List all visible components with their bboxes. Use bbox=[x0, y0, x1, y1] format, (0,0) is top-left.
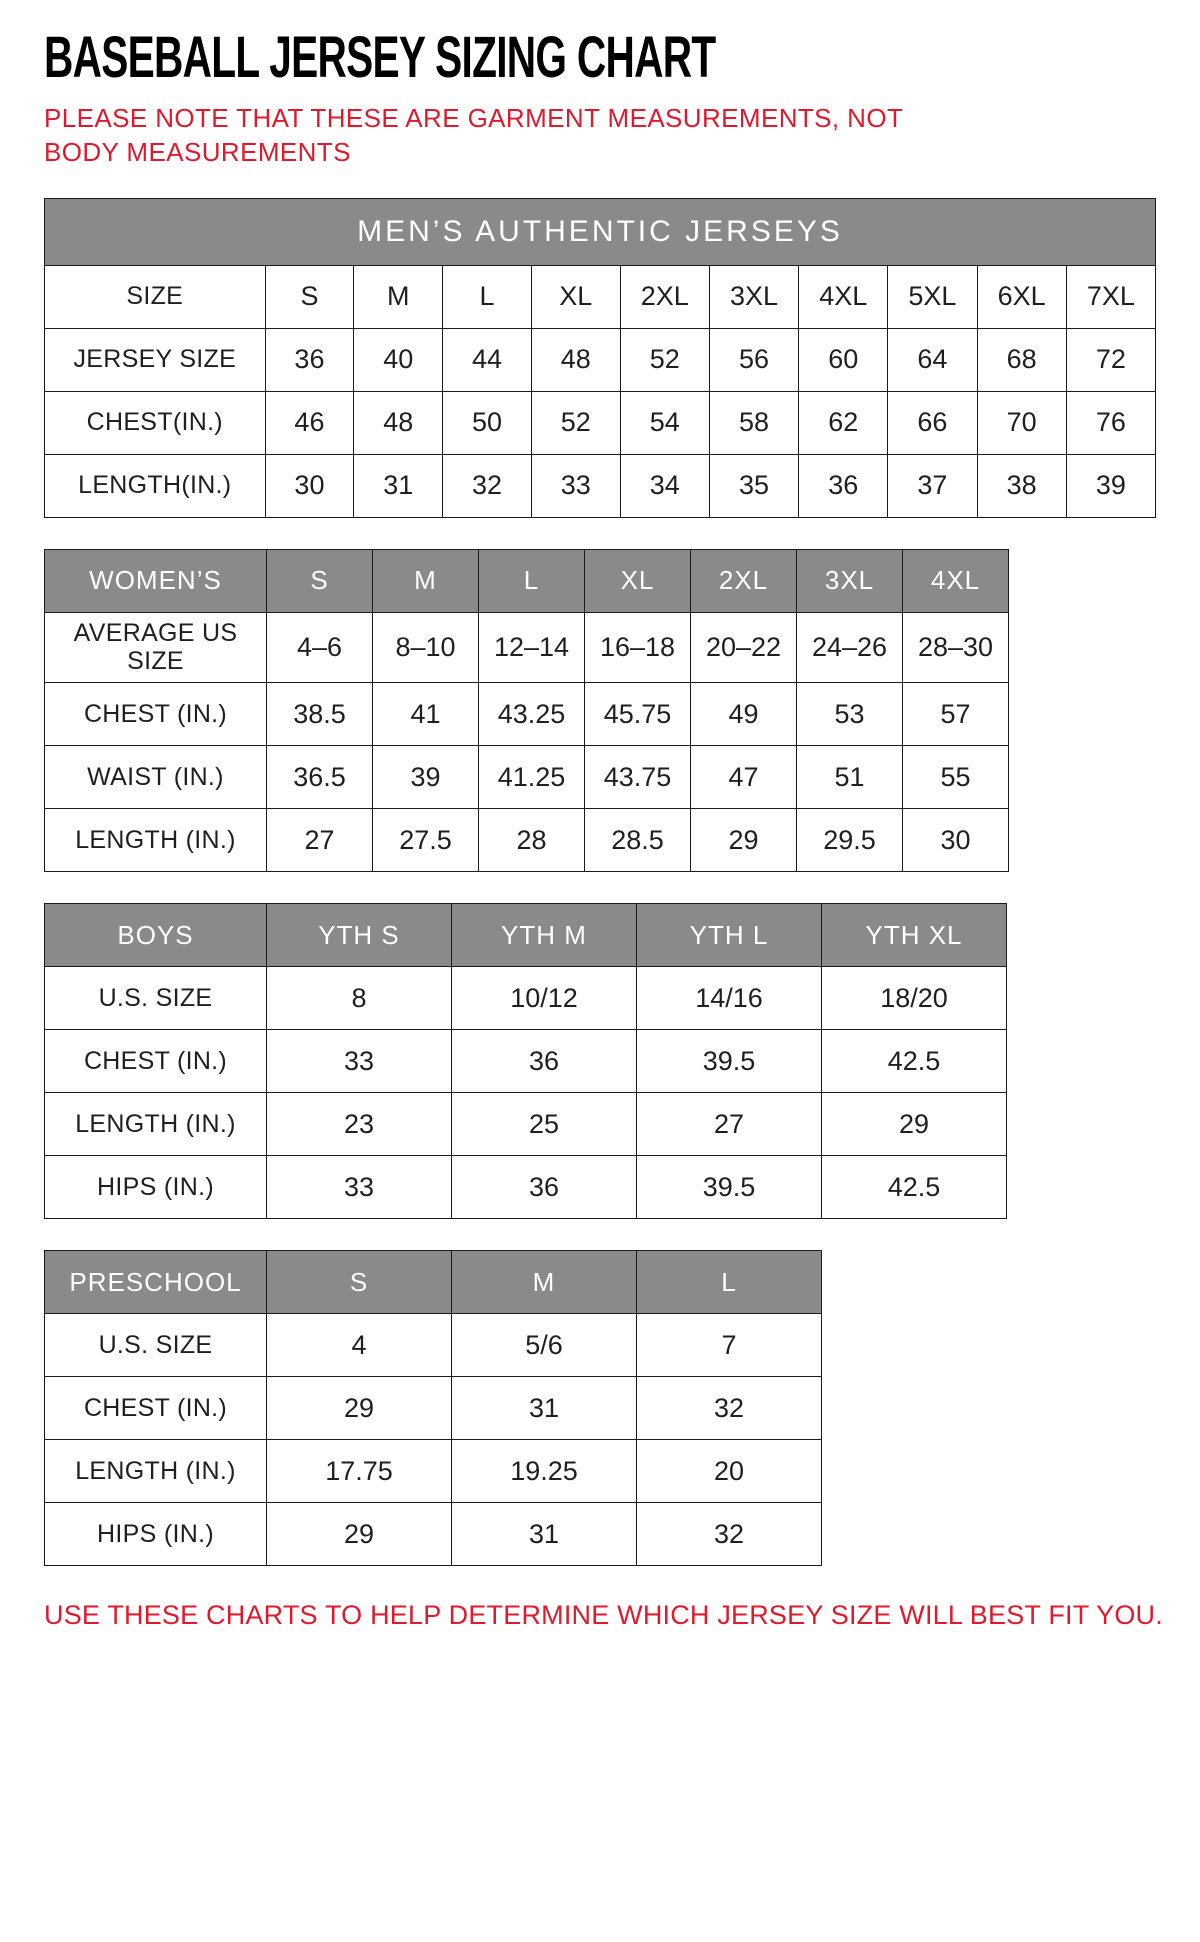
value-cell: XL bbox=[531, 265, 620, 328]
value-cell: 50 bbox=[443, 391, 532, 454]
value-cell: 7 bbox=[637, 1314, 822, 1377]
value-cell: 60 bbox=[799, 328, 888, 391]
value-cell: 64 bbox=[888, 328, 977, 391]
womens-size-header: 3XL bbox=[797, 549, 903, 612]
womens-table bbox=[44, 549, 1009, 873]
value-cell: 76 bbox=[1066, 391, 1155, 454]
mens-authentic-jerseys-table bbox=[44, 198, 1156, 518]
value-cell: 49 bbox=[691, 683, 797, 746]
value-cell: 10/12 bbox=[452, 967, 637, 1030]
row-label: CHEST (IN.) bbox=[45, 1030, 267, 1093]
value-cell: 4 bbox=[267, 1314, 452, 1377]
value-cell: 41.25 bbox=[479, 746, 585, 809]
value-cell: 33 bbox=[267, 1030, 452, 1093]
value-cell: 2XL bbox=[620, 265, 709, 328]
value-cell: 20–22 bbox=[691, 612, 797, 683]
boys-header-label: BOYS bbox=[45, 904, 267, 967]
value-cell: 29 bbox=[267, 1503, 452, 1566]
value-cell: 40 bbox=[354, 328, 443, 391]
boys-row bbox=[45, 1030, 1007, 1093]
value-cell: 46 bbox=[265, 391, 354, 454]
row-label: WAIST (IN.) bbox=[45, 746, 267, 809]
preschool-header-row bbox=[45, 1251, 822, 1314]
value-cell: 35 bbox=[709, 454, 798, 517]
preschool-size-header: M bbox=[452, 1251, 637, 1314]
row-label: HIPS (IN.) bbox=[45, 1156, 267, 1219]
row-label: LENGTH (IN.) bbox=[45, 1440, 267, 1503]
preschool-header-label: PRESCHOOL bbox=[45, 1251, 267, 1314]
value-cell: 39 bbox=[1066, 454, 1155, 517]
boys-row bbox=[45, 1093, 1007, 1156]
value-cell: 48 bbox=[531, 328, 620, 391]
row-label: CHEST(IN.) bbox=[45, 391, 266, 454]
value-cell: 31 bbox=[452, 1377, 637, 1440]
row-label: HIPS (IN.) bbox=[45, 1503, 267, 1566]
value-cell: 36.5 bbox=[267, 746, 373, 809]
womens-size-header: M bbox=[373, 549, 479, 612]
value-cell: 51 bbox=[797, 746, 903, 809]
value-cell: 39.5 bbox=[637, 1156, 822, 1219]
page-title: BASEBALL JERSEY SIZING CHART bbox=[44, 25, 716, 90]
preschool-row bbox=[45, 1503, 822, 1566]
value-cell: 27 bbox=[267, 809, 373, 872]
value-cell: 3XL bbox=[709, 265, 798, 328]
value-cell: 31 bbox=[354, 454, 443, 517]
value-cell: 42.5 bbox=[822, 1030, 1007, 1093]
value-cell: 28–30 bbox=[903, 612, 1009, 683]
value-cell: 34 bbox=[620, 454, 709, 517]
value-cell: 41 bbox=[373, 683, 479, 746]
row-label: U.S. SIZE bbox=[45, 1314, 267, 1377]
womens-row bbox=[45, 746, 1009, 809]
value-cell: 33 bbox=[531, 454, 620, 517]
boys-row bbox=[45, 1156, 1007, 1219]
value-cell: 44 bbox=[443, 328, 532, 391]
value-cell: 52 bbox=[531, 391, 620, 454]
value-cell: S bbox=[265, 265, 354, 328]
footer-note: USE THESE CHARTS TO HELP DETERMINE WHICH JERSEY SIZE WILL BEST FIT YOU. bbox=[44, 1600, 1163, 1631]
value-cell: 56 bbox=[709, 328, 798, 391]
womens-size-header: L bbox=[479, 549, 585, 612]
value-cell: 27 bbox=[637, 1093, 822, 1156]
value-cell: 54 bbox=[620, 391, 709, 454]
value-cell: 32 bbox=[443, 454, 532, 517]
value-cell: 29.5 bbox=[797, 809, 903, 872]
womens-size-header: S bbox=[267, 549, 373, 612]
value-cell: 32 bbox=[637, 1503, 822, 1566]
value-cell: 36 bbox=[799, 454, 888, 517]
row-label: JERSEY SIZE bbox=[45, 328, 266, 391]
value-cell: 20 bbox=[637, 1440, 822, 1503]
value-cell: 36 bbox=[452, 1030, 637, 1093]
value-cell: 33 bbox=[267, 1156, 452, 1219]
boys-size-header: YTH S bbox=[267, 904, 452, 967]
value-cell: M bbox=[354, 265, 443, 328]
boys-size-header: YTH L bbox=[637, 904, 822, 967]
womens-row bbox=[45, 683, 1009, 746]
preschool-row bbox=[45, 1314, 822, 1377]
value-cell: 53 bbox=[797, 683, 903, 746]
value-cell: 29 bbox=[267, 1377, 452, 1440]
boys-table bbox=[44, 903, 1007, 1219]
tables-container bbox=[44, 198, 1156, 1567]
value-cell: 6XL bbox=[977, 265, 1066, 328]
value-cell: 70 bbox=[977, 391, 1066, 454]
value-cell: 29 bbox=[822, 1093, 1007, 1156]
value-cell: 31 bbox=[452, 1503, 637, 1566]
value-cell: 68 bbox=[977, 328, 1066, 391]
value-cell: 52 bbox=[620, 328, 709, 391]
value-cell: 17.75 bbox=[267, 1440, 452, 1503]
value-cell: 19.25 bbox=[452, 1440, 637, 1503]
value-cell: 5/6 bbox=[452, 1314, 637, 1377]
value-cell: 8 bbox=[267, 967, 452, 1030]
value-cell: 37 bbox=[888, 454, 977, 517]
value-cell: 72 bbox=[1066, 328, 1155, 391]
womens-header-row bbox=[45, 549, 1009, 612]
value-cell: 58 bbox=[709, 391, 798, 454]
value-cell: 4XL bbox=[799, 265, 888, 328]
measurement-note: PLEASE NOTE THAT THESE ARE GARMENT MEASUREMENTS, NOT BODY MEASUREMENTS bbox=[44, 103, 903, 168]
womens-row bbox=[45, 612, 1009, 683]
value-cell: 30 bbox=[265, 454, 354, 517]
value-cell: 30 bbox=[903, 809, 1009, 872]
value-cell: 18/20 bbox=[822, 967, 1007, 1030]
value-cell: L bbox=[443, 265, 532, 328]
mens-authentic-jerseys-banner: MEN’S AUTHENTIC JERSEYS bbox=[45, 198, 1156, 265]
value-cell: 45.75 bbox=[585, 683, 691, 746]
value-cell: 62 bbox=[799, 391, 888, 454]
row-label: AVERAGE US SIZE bbox=[45, 612, 267, 683]
value-cell: 16–18 bbox=[585, 612, 691, 683]
value-cell: 47 bbox=[691, 746, 797, 809]
value-cell: 7XL bbox=[1066, 265, 1155, 328]
womens-size-header: 4XL bbox=[903, 549, 1009, 612]
preschool-row bbox=[45, 1440, 822, 1503]
value-cell: 43.25 bbox=[479, 683, 585, 746]
preschool-size-header: S bbox=[267, 1251, 452, 1314]
value-cell: 66 bbox=[888, 391, 977, 454]
value-cell: 36 bbox=[452, 1156, 637, 1219]
mens-authentic-jerseys-row bbox=[45, 265, 1156, 328]
mens-authentic-jerseys-row bbox=[45, 391, 1156, 454]
value-cell: 39 bbox=[373, 746, 479, 809]
value-cell: 12–14 bbox=[479, 612, 585, 683]
value-cell: 27.5 bbox=[373, 809, 479, 872]
value-cell: 57 bbox=[903, 683, 1009, 746]
row-label: U.S. SIZE bbox=[45, 967, 267, 1030]
value-cell: 4–6 bbox=[267, 612, 373, 683]
value-cell: 28 bbox=[479, 809, 585, 872]
row-label: SIZE bbox=[45, 265, 266, 328]
value-cell: 14/16 bbox=[637, 967, 822, 1030]
row-label: LENGTH (IN.) bbox=[45, 1093, 267, 1156]
value-cell: 28.5 bbox=[585, 809, 691, 872]
value-cell: 25 bbox=[452, 1093, 637, 1156]
row-label: CHEST (IN.) bbox=[45, 1377, 267, 1440]
value-cell: 38 bbox=[977, 454, 1066, 517]
value-cell: 32 bbox=[637, 1377, 822, 1440]
value-cell: 39.5 bbox=[637, 1030, 822, 1093]
womens-size-header: 2XL bbox=[691, 549, 797, 612]
preschool-row bbox=[45, 1377, 822, 1440]
boys-size-header: YTH M bbox=[452, 904, 637, 967]
value-cell: 24–26 bbox=[797, 612, 903, 683]
value-cell: 29 bbox=[691, 809, 797, 872]
value-cell: 8–10 bbox=[373, 612, 479, 683]
boys-row bbox=[45, 967, 1007, 1030]
row-label: LENGTH (IN.) bbox=[45, 809, 267, 872]
boys-size-header: YTH XL bbox=[822, 904, 1007, 967]
value-cell: 42.5 bbox=[822, 1156, 1007, 1219]
womens-size-header: XL bbox=[585, 549, 691, 612]
row-label: LENGTH(IN.) bbox=[45, 454, 266, 517]
womens-row bbox=[45, 809, 1009, 872]
womens-header-label: WOMEN’S bbox=[45, 549, 267, 612]
value-cell: 55 bbox=[903, 746, 1009, 809]
value-cell: 5XL bbox=[888, 265, 977, 328]
boys-header-row bbox=[45, 904, 1007, 967]
mens-authentic-jerseys-row bbox=[45, 454, 1156, 517]
mens-authentic-jerseys-row bbox=[45, 328, 1156, 391]
value-cell: 43.75 bbox=[585, 746, 691, 809]
value-cell: 23 bbox=[267, 1093, 452, 1156]
value-cell: 36 bbox=[265, 328, 354, 391]
preschool-table bbox=[44, 1250, 822, 1566]
value-cell: 38.5 bbox=[267, 683, 373, 746]
value-cell: 48 bbox=[354, 391, 443, 454]
row-label: CHEST (IN.) bbox=[45, 683, 267, 746]
mens-authentic-jerseys-banner-row bbox=[45, 198, 1156, 265]
preschool-size-header: L bbox=[637, 1251, 822, 1314]
